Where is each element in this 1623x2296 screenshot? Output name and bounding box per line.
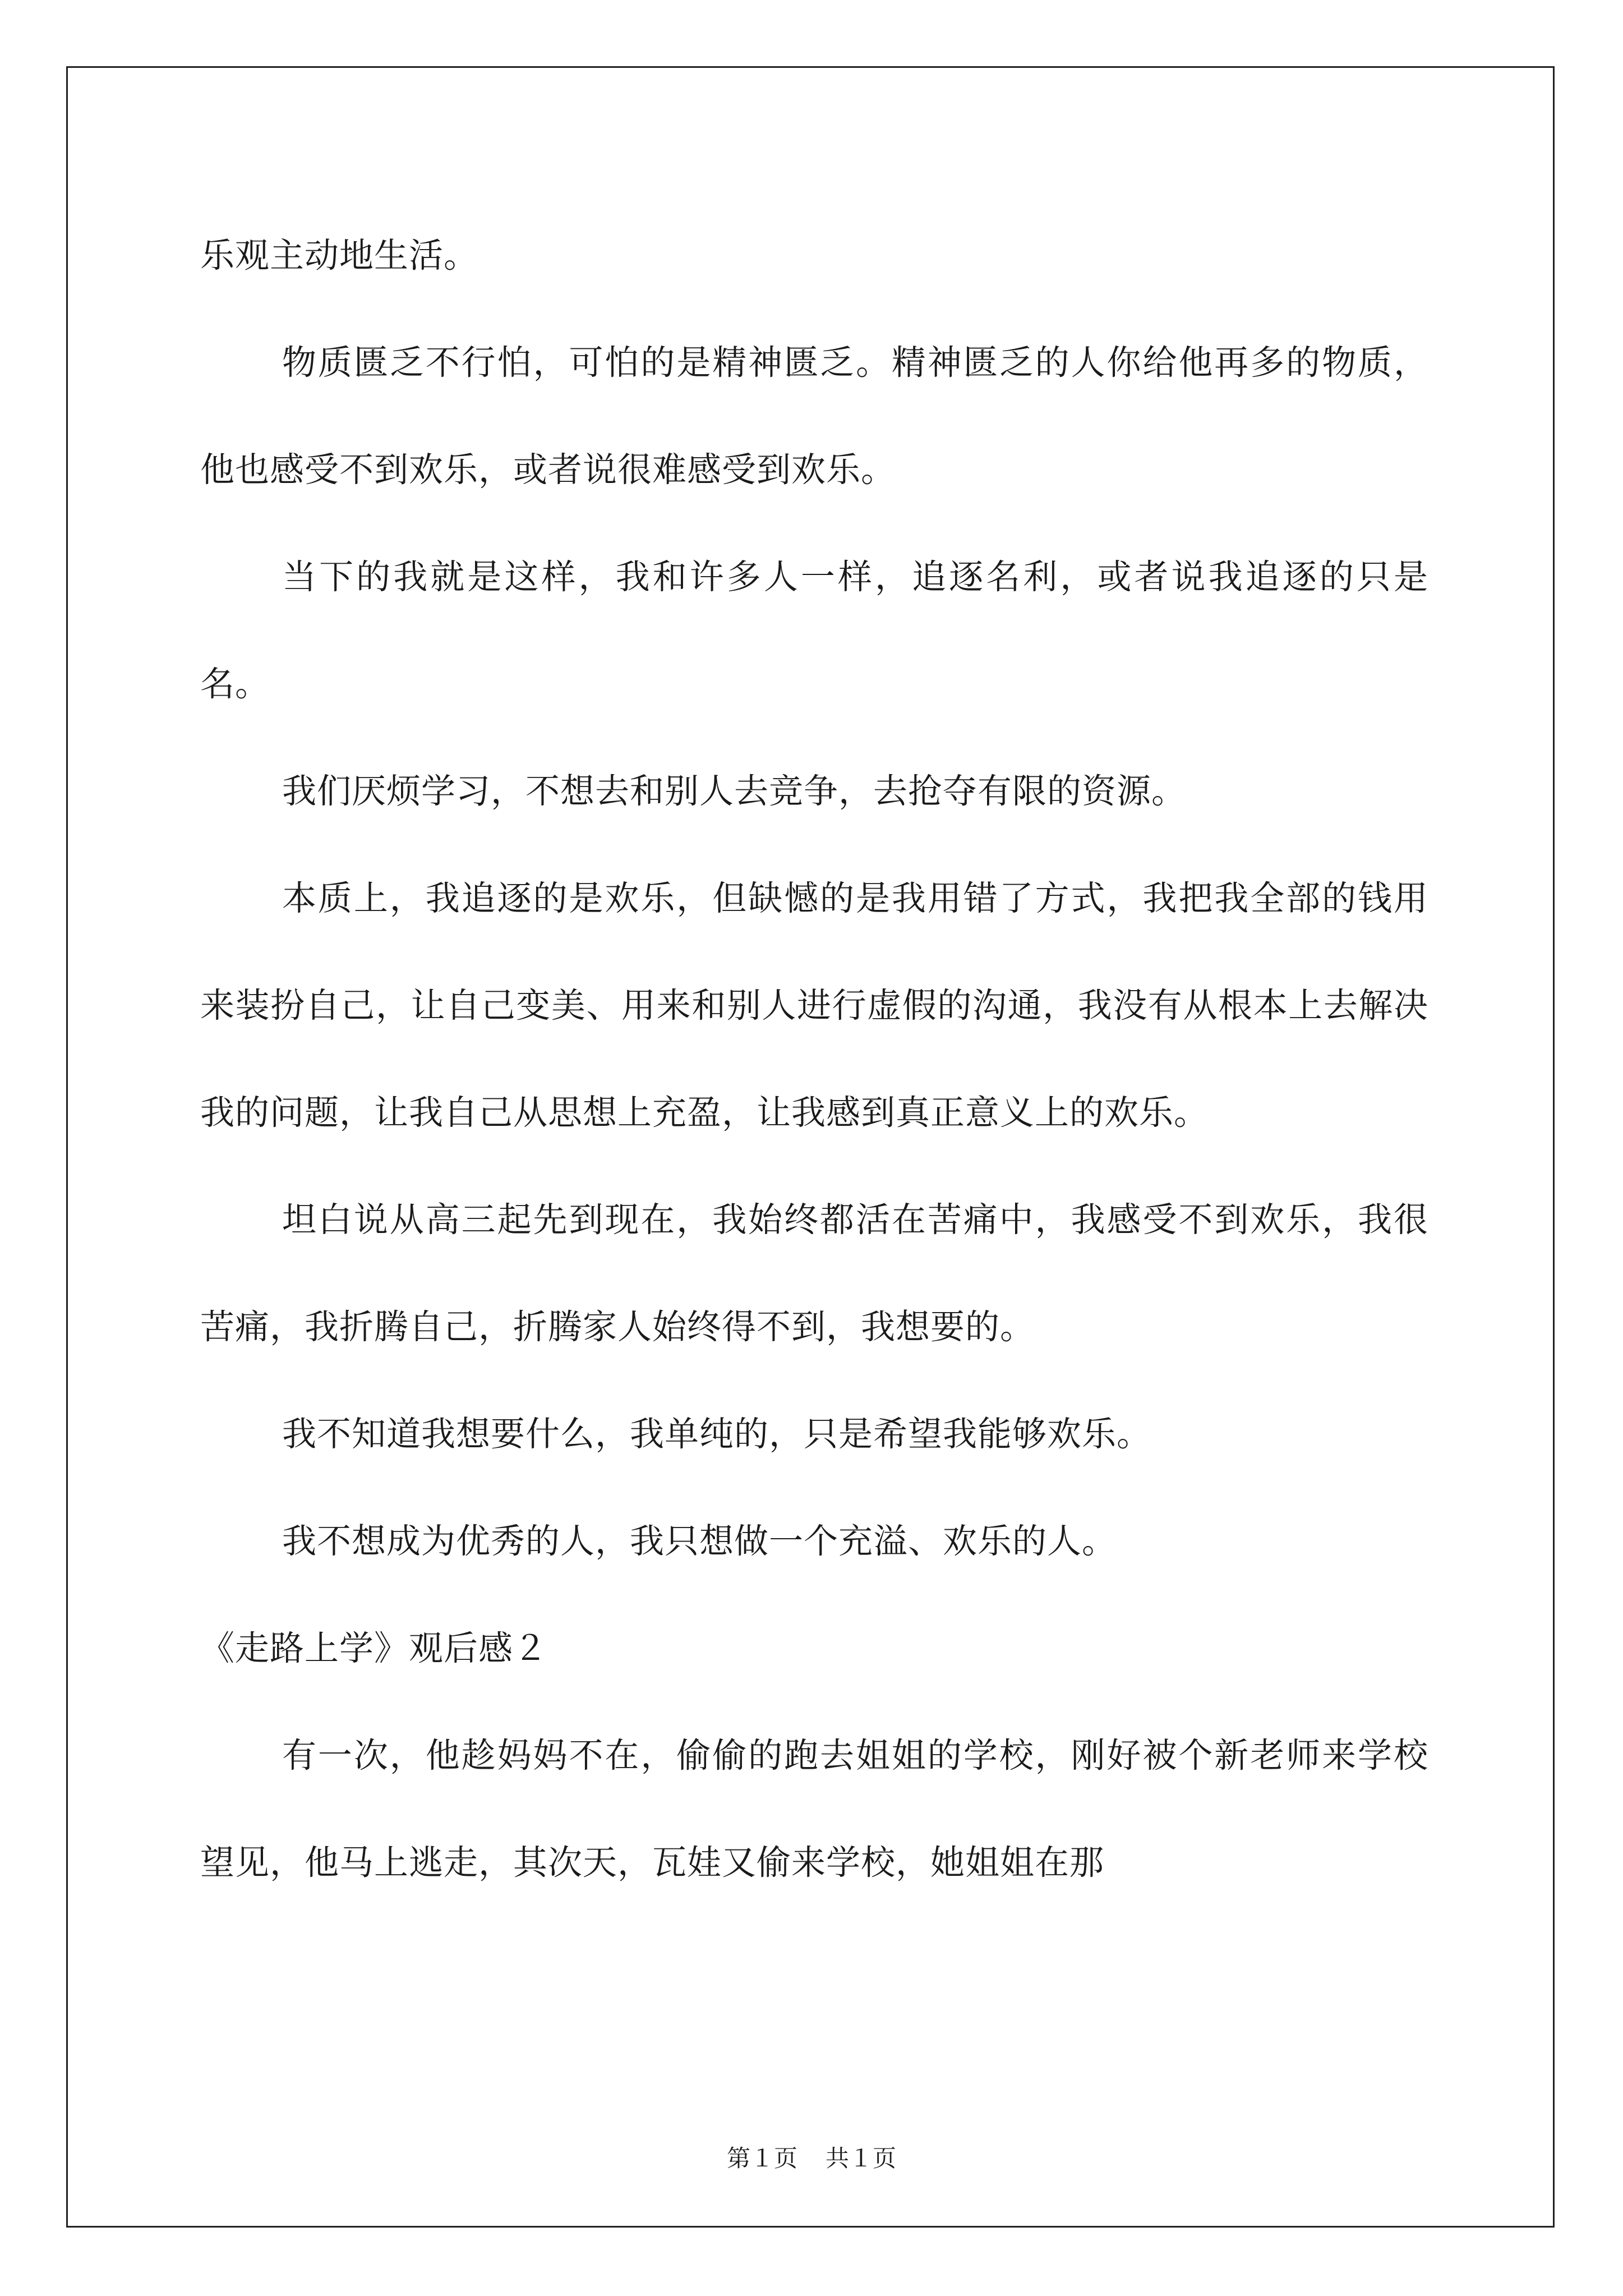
paragraph: 我不想成为优秀的人，我只想做一个充溢、欢乐的人。 [282,1521,1117,1561]
paragraph: 坦白说从高三起先到现在，我始终都活在苦痛中，我感受不到欢乐，我很苦痛，我折腾自己，折腾家人始终得不到，我想要的。 [200,1200,1428,1347]
paragraph: 乐观主动地生活。 [200,236,479,275]
paragraph: 有一次，他趁妈妈不在，偷偷的跑去姐姐的学校，刚好被个新老师来学校望见，他马上逃走，其次天，瓦娃又偷来学校，她姐姐在那 [200,1736,1428,1883]
paragraph: 我不知道我想要什么，我单纯的，只是希望我能够欢乐。 [282,1414,1152,1454]
page-footer [0,2142,1623,2175]
page-total: 共１页 [826,2145,897,2172]
document-body [200,202,1428,1916]
paragraph: 当下的我就是这样，我和许多人一样，追逐名利，或者说我追逐的只是名。 [200,557,1428,704]
paragraph: 本质上，我追逐的是欢乐，但缺憾的是我用错了方式，我把我全部的钱用来装扮自己，让自己变美、用来和别人进行虚假的沟通，我没有从根本上去解决我的问题，让我自己从思想上充盈，让我感到真正意义上的欢乐。 [200,878,1428,1133]
paragraph: 我们厌烦学习，不想去和别人去竞争，去抢夺有限的资源。 [282,771,1187,811]
paragraph: 物质匮乏不行怕，可怕的是精神匮乏。精神匮乏的人你给他再多的物质，他也感受不到欢乐，或者说很难感受到欢乐。 [200,343,1428,490]
section-heading: 《走路上学》观后感２ [200,1628,548,1668]
page-number: 第１页 [726,2145,797,2172]
